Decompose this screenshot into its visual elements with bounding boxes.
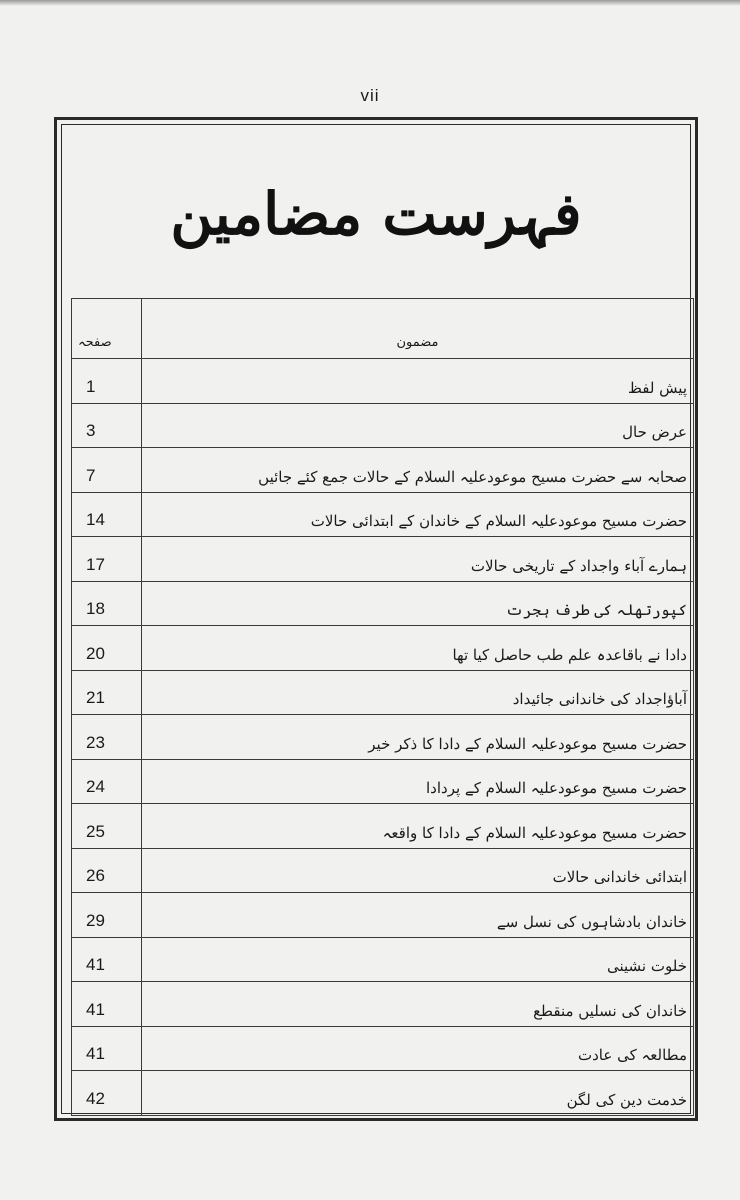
- toc-entry-title: حضرت مسیح موعودعلیہ السلام کے دادا کا واقعہ: [142, 804, 694, 849]
- toc-entry-page-number: 21: [72, 670, 142, 715]
- toc-entry-title: خدمت دین کی لگن: [142, 1071, 694, 1116]
- toc-entry-page-number: 1: [72, 359, 142, 404]
- toc-entry-title: ہمارے آباء واجداد کے تاریخی حالات: [142, 537, 694, 582]
- toc-entry-title: عرض حال: [142, 403, 694, 448]
- table-row: [72, 759, 694, 804]
- table-row: [72, 715, 694, 760]
- table-header-row: [72, 299, 694, 359]
- table-row: [72, 1071, 694, 1116]
- toc-entry-title: کپورتھلہ کی طرف ہجرت: [142, 581, 694, 626]
- toc-entry-title: آباؤاجداد کی خاندانی جائیداد: [142, 670, 694, 715]
- table-row: [72, 403, 694, 448]
- table-row: [72, 937, 694, 982]
- table-row: [72, 492, 694, 537]
- column-header-page: صفحہ: [72, 299, 142, 359]
- page-title: فہرست مضامین: [170, 180, 582, 248]
- table-row: [72, 626, 694, 671]
- toc-entry-title: صحابہ سے حضرت مسیح موعودعلیہ السلام کے حالات جمع کئے جائیں: [142, 448, 694, 493]
- table-row: [72, 893, 694, 938]
- toc-entry-title: پیش لفظ: [142, 359, 694, 404]
- column-header-subject: مضمون: [142, 299, 694, 359]
- toc-entry-page-number: 20: [72, 626, 142, 671]
- table-row: [72, 670, 694, 715]
- toc-entry-title: حضرت مسیح موعودعلیہ السلام کے پردادا: [142, 759, 694, 804]
- toc-entry-page-number: 3: [72, 403, 142, 448]
- page-number: vii: [360, 86, 380, 105]
- table-of-contents: [71, 298, 694, 1116]
- toc-entry-page-number: 7: [72, 448, 142, 493]
- toc-entry-page-number: 29: [72, 893, 142, 938]
- table-row: [72, 537, 694, 582]
- table-row: [72, 359, 694, 404]
- table-row: [72, 982, 694, 1027]
- toc-entry-title: خاندان بادشاہوں کی نسل سے: [142, 893, 694, 938]
- toc-entry-title: خلوت نشینی: [142, 937, 694, 982]
- toc-entry-page-number: 17: [72, 537, 142, 582]
- table-row: [72, 1026, 694, 1071]
- toc-entry-title: خاندان کی نسلیں منقطع: [142, 982, 694, 1027]
- page-top-edge: [0, 0, 740, 6]
- toc-entry-page-number: 14: [72, 492, 142, 537]
- toc-entry-title: مطالعہ کی عادت: [142, 1026, 694, 1071]
- table-row: [72, 804, 694, 849]
- toc-entry-title: حضرت مسیح موعودعلیہ السلام کے دادا کا ذکر خیر: [142, 715, 694, 760]
- table-body: [72, 359, 694, 1116]
- toc-entry-title: دادا نے باقاعدہ علم طب حاصل کیا تھا: [142, 626, 694, 671]
- toc-entry-page-number: 41: [72, 937, 142, 982]
- toc-entry-page-number: 26: [72, 848, 142, 893]
- table-row: [72, 848, 694, 893]
- table-row: [72, 448, 694, 493]
- toc-entry-page-number: 41: [72, 982, 142, 1027]
- toc-entry-page-number: 24: [72, 759, 142, 804]
- toc-entry-page-number: 25: [72, 804, 142, 849]
- toc-entry-title: حضرت مسیح موعودعلیہ السلام کے خاندان کے ابتدائی حالات: [142, 492, 694, 537]
- toc-entry-page-number: 23: [72, 715, 142, 760]
- toc-entry-title: ابتدائی خاندانی حالات: [142, 848, 694, 893]
- toc-entry-page-number: 41: [72, 1026, 142, 1071]
- toc-entry-page-number: 42: [72, 1071, 142, 1116]
- table-row: [72, 581, 694, 626]
- toc-entry-page-number: 18: [72, 581, 142, 626]
